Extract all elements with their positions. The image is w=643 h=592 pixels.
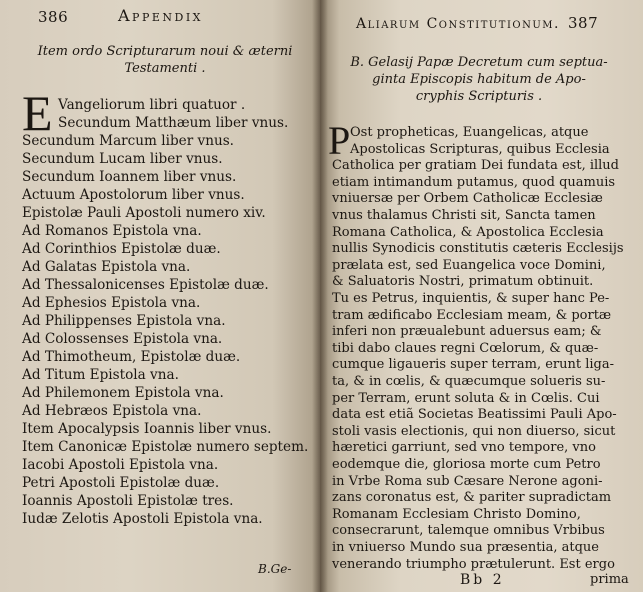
right-page-number: 387	[568, 14, 599, 32]
left-text-line: Epistolæ Pauli Apostoli numero xiv.	[22, 205, 266, 221]
right-text-line: Catholica per gratiam Dei fundata est, illud	[332, 158, 620, 174]
right-text-line: venerando triumpho prætulerunt. Est ergo	[332, 556, 615, 572]
right-section-title-line-2: ginta Episcopis habitum de Apo-	[372, 72, 586, 87]
right-text-line: etiam intimandum putamus, quod quamuis	[332, 174, 616, 190]
left-text-line: Ioannis Apostoli Epistolæ tres.	[22, 493, 234, 509]
right-text-line: inferi non præualebunt aduersus eam; &	[332, 324, 602, 340]
left-drop-cap: E	[22, 85, 53, 141]
right-drop-cap: P	[328, 118, 351, 163]
left-text-line: Secundum Matthæum liber vnus.	[58, 115, 289, 131]
right-running-head: Aliarum Constitutionum.	[356, 16, 560, 32]
left-signature: B.Ge-	[258, 562, 292, 576]
right-page	[320, 0, 643, 592]
left-section-title-line-2: Testamenti .	[124, 61, 206, 76]
right-text-line: in Vrbe Roma sub Cæsare Nerone agoni-	[332, 473, 603, 489]
right-text-line: consecrarunt, talemque omnibus Vrbibus	[332, 523, 605, 539]
left-text-line: Secundum Ioannem liber vnus.	[22, 169, 237, 185]
right-text-line: tram ædificabo Ecclesiam meam, & portæ	[332, 307, 612, 323]
left-text-line: Ad Philippenses Epistola vna.	[22, 313, 226, 329]
left-running-head: Appendix	[118, 6, 204, 25]
left-text-line: Ad Ephesios Epistola vna.	[22, 295, 201, 311]
left-section-title	[20, 43, 310, 77]
left-text-line: Ad Philemonem Epistola vna.	[22, 385, 224, 401]
left-text-line: Secundum Lucam liber vnus.	[22, 151, 223, 167]
left-text-line: Item Canonicæ Epistolæ numero septem.	[22, 439, 309, 455]
left-page-number: 386	[38, 8, 69, 26]
left-text-line: Ad Thimotheum, Epistolæ duæ.	[22, 349, 241, 365]
left-page	[0, 0, 320, 592]
right-text-line: hæretici garriunt, sed vno tempore, vno	[332, 440, 596, 456]
right-text-line: Apostolicas Scripturas, quibus Ecclesia	[350, 141, 610, 157]
left-text-line: Vangeliorum libri quatuor .	[58, 97, 246, 113]
right-text-line: data est etiã Societas Beatissimi Pauli Apo-	[332, 407, 617, 423]
right-text-line: Romanam Ecclesiam Christo Domino,	[332, 506, 581, 522]
right-text-line: zans coronatus est, & pariter supradictam	[332, 490, 612, 506]
left-text-line: Iudæ Zelotis Apostoli Epistola vna.	[22, 511, 263, 527]
right-text-line: Romana Catholica, & Apostolica Ecclesia	[332, 224, 604, 240]
left-section-title-line-1: Item ordo Scripturarum noui & æterni	[37, 44, 293, 59]
right-section-title	[334, 54, 624, 105]
right-text-line: cumque ligaueris super terram, erunt liga-	[332, 357, 615, 373]
right-text-line: stoli vasis electionis, qui non diuerso, sicut	[332, 423, 616, 439]
right-section-title-line-1: B. Gelasij Papæ Decretum cum septua-	[350, 55, 608, 70]
left-text-line: Ad Colossenses Epistola vna.	[22, 331, 223, 347]
right-signature: Bb 2	[460, 572, 505, 588]
right-text-line: Tu es Petrus, inquientis, & super hanc Pe-	[332, 291, 610, 306]
left-text-line: Actuum Apostolorum liber vnus.	[22, 187, 245, 203]
left-text-line: Ad Corinthios Epistolæ duæ.	[22, 241, 221, 257]
right-section-title-line-3: cryphis Scripturis .	[415, 89, 543, 104]
left-text-line: Ad Galatas Epistola vna.	[22, 259, 191, 275]
right-text-line: per Terram, erunt soluta & in Cœlis. Cui	[332, 390, 600, 406]
right-text-line: Ost propheticas, Euangelicas, atque	[350, 125, 589, 140]
left-text-line: Petri Apostoli Epistolæ duæ.	[22, 475, 220, 491]
left-text-line: Item Apocalypsis Ioannis liber vnus.	[22, 421, 272, 437]
right-text-line: vniuersæ per Orbem Catholicæ Ecclesiæ	[332, 191, 603, 207]
right-text-line: nullis Synodicis constitutis cæteris Ecclesijs	[332, 241, 624, 257]
right-text-line: & Saluatoris Nostri, primatum obtinuit.	[332, 274, 594, 290]
right-text-line: prælata est, sed Euangelica voce Domini,	[332, 257, 606, 273]
left-text-line: Ad Hebræos Epistola vna.	[22, 403, 202, 419]
book-gutter	[312, 0, 328, 592]
left-text-line: Secundum Marcum liber vnus.	[22, 133, 234, 149]
right-text-line: tibi dabo claues regni Cœlorum, & quæ-	[332, 340, 599, 356]
right-text-line: vnus thalamus Christi sit, Sancta tamen	[332, 208, 596, 223]
left-text-line: Ad Romanos Epistola vna.	[22, 223, 202, 239]
left-text-line: Iacobi Apostoli Epistola vna.	[22, 457, 219, 473]
right-text-line: in vniuerso Mundo sua præsentia, atque	[332, 540, 599, 555]
left-text-line: Ad Titum Epistola vna.	[22, 367, 179, 383]
left-text-line: Ad Thessalonicenses Epistolæ duæ.	[22, 277, 269, 293]
right-catchword: prima	[590, 572, 629, 587]
right-text-line: eodemque die, gloriosa morte cum Petro	[332, 457, 601, 472]
right-text-line: ta, & in cœlis, & quæcumque solueris su-	[332, 374, 606, 389]
